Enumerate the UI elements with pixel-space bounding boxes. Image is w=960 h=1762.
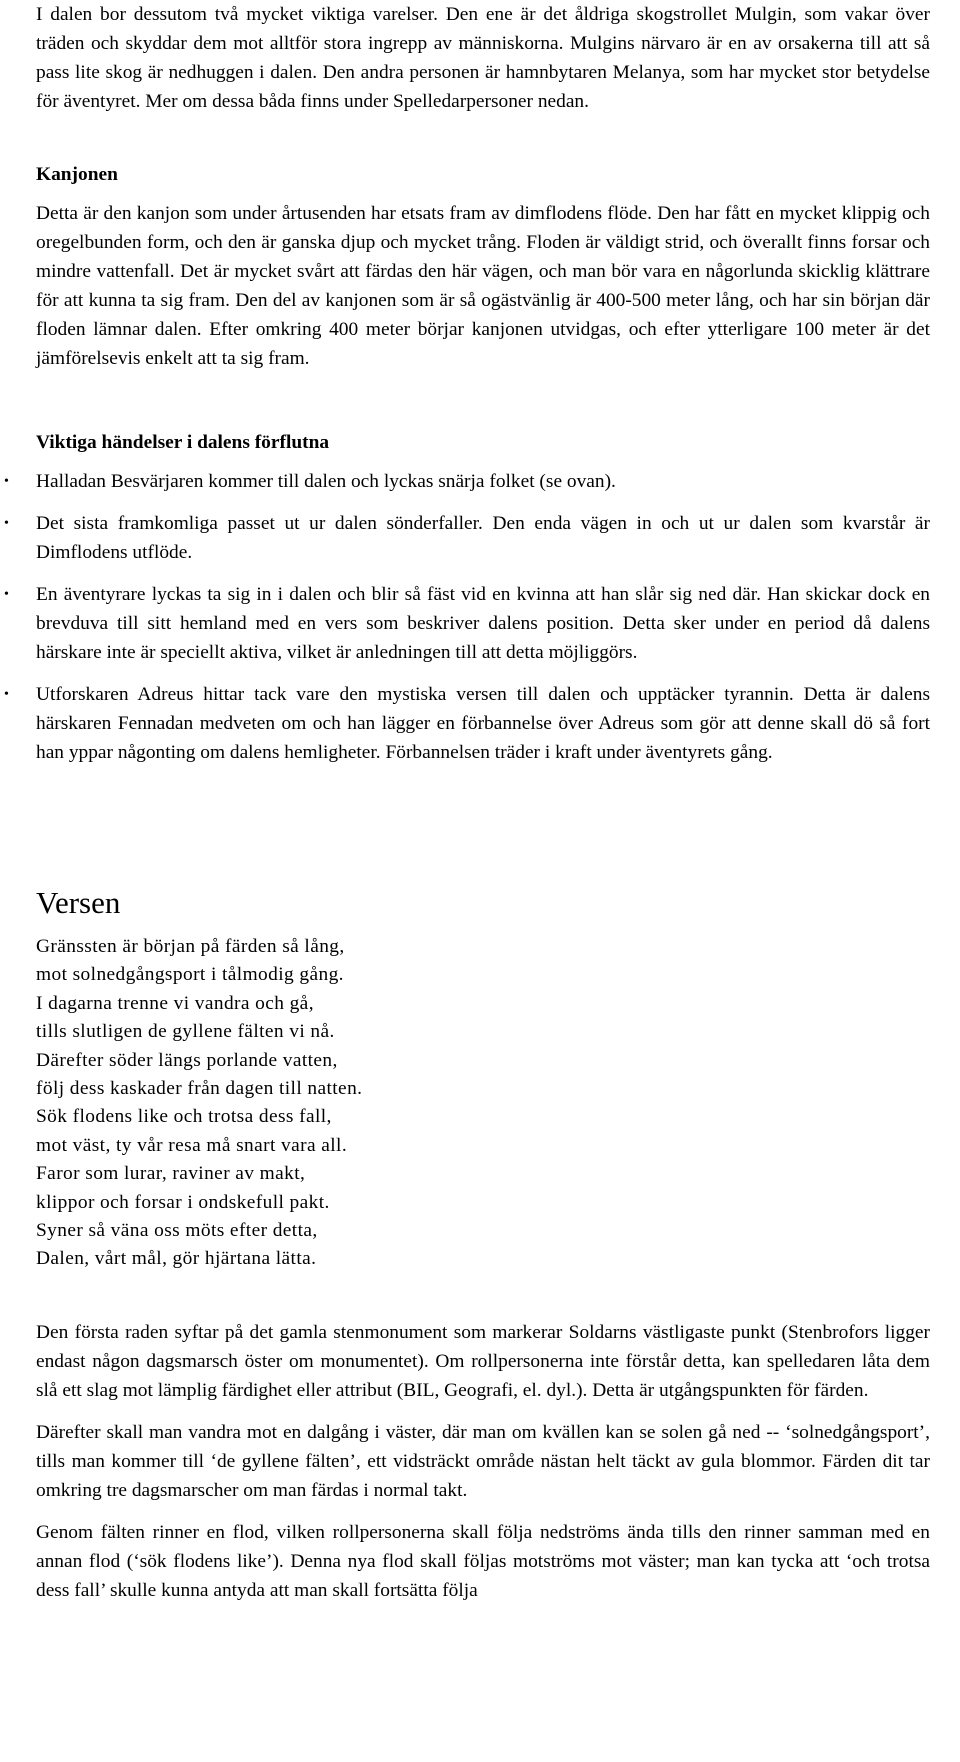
list-item-text: En äventyrare lyckas ta sig in i dalen och blir så fäst vid en kvinna att han slår sig ned där. Han skickar dock en brevduva till sitt hemland med en vers som beskriver dalens position. Detta sker under en period då dalens härskare inte är speciellt aktiva, vilket är anledningen till att detta möjliggörs. xyxy=(36,584,930,663)
verse-line: Dalen, vårt mål, gör hjärtana lätta. xyxy=(36,1248,317,1270)
kanjonen-paragraph: Detta är den kanjon som under årtusenden har etsats fram av dimflodens flöde. Den har fått en mycket klippig och oregelbunden form, och den är ganska djup och mycket trång. Floden är väldigt strid, och överallt finns forsar och mindre vattenfall. Det är mycket svårt att färdas den här vägen, och man bör vara en någorlunda skicklig klättrare för att kunna ta sig fram. Den del av kanjonen som är så ogästvänlig är 400-500 meter lång, och har sin början där floden lämnar dalen. Efter omkring 400 meter börjar kanjonen utvidgas, och efter ytterligare 100 meter är det jämförelsevis enkelt att ta sig fram. xyxy=(36,203,930,369)
verse-line: Syner så väna oss möts efter detta, xyxy=(36,1220,318,1242)
verse-line: klippor och forsar i ondskefull pakt. xyxy=(36,1191,330,1213)
verse-line: I dagarna trenne vi vandra och gå, xyxy=(36,992,314,1014)
verse-line: mot solnedgångsport i tålmodig gång. xyxy=(36,964,344,986)
bullet-icon: • xyxy=(4,687,9,702)
list-item xyxy=(4,509,930,567)
list-item xyxy=(4,680,930,767)
section-heading-events: Viktiga händelser i dalens förflutna xyxy=(36,432,330,453)
events-list xyxy=(4,467,930,767)
verse-line: mot väst, ty vår resa må snart vara all. xyxy=(36,1134,348,1156)
list-item-text: Det sista framkomliga passet ut ur dalen sönderfaller. Den enda vägen in och ut ur dalen som kvarstår är Dimflodens utflöde. xyxy=(36,513,930,563)
verse-line: Gränssten är början på färden så lång, xyxy=(36,936,345,957)
bullet-icon: • xyxy=(4,587,9,602)
list-item xyxy=(4,580,930,667)
verse-block xyxy=(36,933,930,1274)
verse-line: följ dess kaskader från dagen till natten. xyxy=(36,1078,363,1100)
verse-line: Därefter söder längs porlande vatten, xyxy=(36,1049,338,1071)
verse-line: tills slutligen de gyllene fälten vi nå. xyxy=(36,1021,335,1043)
explanation-paragraph: Genom fälten rinner en flod, vilken rollpersonerna skall följa nedströms ända tills den rinner samman med en annan flod (‘sök flodens like’). Denna nya flod skall följas motströms mot väster; man kan tycka att ‘och trotsa dess fall’ skulle kunna antyda att man skall fortsätta följa xyxy=(36,1521,930,1601)
bullet-icon: • xyxy=(4,474,9,489)
list-item-text: Halladan Besvärjaren kommer till dalen och lyckas snärja folket (se ovan). xyxy=(36,471,616,492)
verse-line: Faror som lurar, raviner av makt, xyxy=(36,1163,306,1185)
intro-paragraph: I dalen bor dessutom två mycket viktiga varelser. Den ene är det åldriga skogstrollet Mulgin, som vakar över träden och skyddar dem mot alltför stora ingrepp av människorna. Mulgins närvaro är en av orsakerna till att så pass lite skog är nedhuggen i dalen. Den andra personen är hamnbytaren Melanya, som har mycket stor betydelse för äventyret. Mer om dessa båda finns under Spelledarpersoner nedan. xyxy=(36,4,930,112)
list-item xyxy=(4,467,930,496)
explanation-paragraph: Den första raden syftar på det gamla stenmonument som markerar Soldarns västligaste punkt (Stenbrofors ligger endast någon dagsmarsch öster om monumentet). Om rollpersonerna inte förstår detta, kan spelledaren låta dem slå ett slag mot lämplig färdighet eller attribut (BIL, Geografi, el. dyl.). Detta är utgångspunkten för färden. xyxy=(36,1321,930,1401)
list-item-text: Utforskaren Adreus hittar tack vare den mystiska versen till dalen och upptäcker tyrannin. Detta är dalens härskaren Fennadan medveten om och han lägger en förbannelse över Adreus som gör att denne skall dö så fort han yppar någonting om dalens hemligheter. Förbannelsen träder i kraft under äventyrets gång. xyxy=(36,684,930,763)
section-heading-kanjonen: Kanjonen xyxy=(36,164,118,185)
verse-line: Sök flodens like och trotsa dess fall, xyxy=(36,1106,332,1128)
explanation-paragraph: Därefter skall man vandra mot en dalgång i väster, där man om kvällen kan se solen gå ned -- ‘solnedgångsport’, tills man kommer till ‘de gyllene fälten’, ett vidsträckt område nästan helt täckt av gula blommor. Färden dit tar omkring tre dagsmarscher om man färdas i normal takt. xyxy=(36,1421,930,1501)
section-heading-versen: Versen xyxy=(36,885,121,920)
bullet-icon: • xyxy=(4,516,9,531)
